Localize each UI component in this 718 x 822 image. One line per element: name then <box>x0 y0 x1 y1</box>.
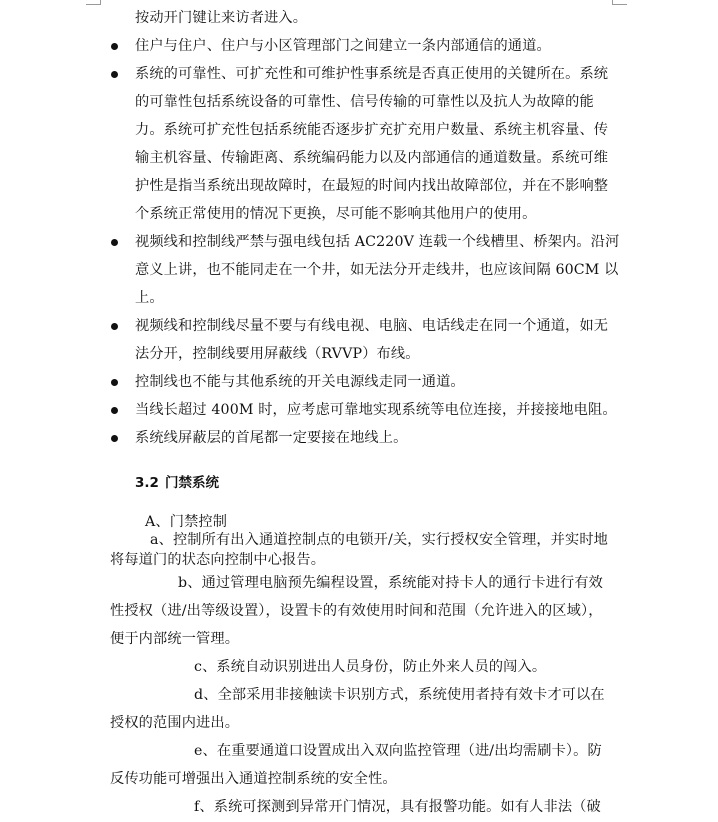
bullet-icon <box>111 323 118 330</box>
paragraph-line: a、控制所有出入通道控制点的电锁开/关，实行授权安全管理，并实时地 <box>150 532 609 548</box>
bullet-item-line: 控制线也不能与其他系统的开关电源线走同一通道。 <box>135 374 465 390</box>
paragraph-line: 授权的范围内进出。 <box>110 715 240 731</box>
bullet-item-line: 上。 <box>135 290 164 306</box>
bullet-icon <box>111 435 118 442</box>
bullet-item-line: 的可靠性包括系统设备的可靠性、信号传输的可靠性以及抗人为故障的能 <box>135 94 594 110</box>
bullet-item-line: 意义上讲，也不能同走在一个井，如无法分开走线井，也应该间隔 60CM 以 <box>135 262 619 278</box>
paragraph-line: 反传功能可增强出入通道控制系统的安全性。 <box>110 771 397 787</box>
bullet-item-line: 系统线屏蔽层的首尾都一定要接在地线上。 <box>135 430 408 446</box>
bullet-icon <box>111 239 118 246</box>
bullet-icon <box>111 379 118 386</box>
subsection-heading: A、门禁控制 <box>145 514 228 530</box>
paragraph-line: 便于内部统一管理。 <box>110 631 240 647</box>
bullet-icon <box>111 407 118 414</box>
section-title: 门禁系统 <box>165 475 219 491</box>
section-number: 3.2 <box>135 475 159 491</box>
bullet-item-line: 当线长超过 400M 时，应考虑可靠地实现系统等电位连接，并接接地电阻。 <box>135 402 617 418</box>
bullet-icon <box>111 71 118 78</box>
paragraph-line: c、系统自动识别进出人员身份，防止外来人员的闯入。 <box>194 659 547 675</box>
paragraph-line: b、通过管理电脑预先编程设置，系统能对持卡人的通行卡进行有效 <box>178 575 604 591</box>
bullet-item-line: 住户与住户、住户与小区管理部门之间建立一条内部通信的通道。 <box>135 38 551 54</box>
paragraph-line: 按动开门键让来访者进入。 <box>135 10 308 26</box>
bullet-item-line: 系统的可靠性、可扩充性和可维护性事系统是否真正使用的关键所在。系统 <box>135 66 609 82</box>
bullet-item-line: 输主机容量、传输距离、系统编码能力以及内部通信的通道数量。系统可维 <box>135 150 609 166</box>
bullet-item-line: 法分开，控制线要用屏蔽线（RVVP）布线。 <box>135 346 420 362</box>
bullet-item-line: 力。系统可扩充性包括系统能否逐步扩充扩充用户数量、系统主机容量、传 <box>135 122 609 138</box>
bullet-item-line: 护性是指当系统出现故障时，在最短的时间内找出故障部位，并在不影响整 <box>135 178 609 194</box>
bullet-item-line: 视频线和控制线尽量不要与有线电视、电脑、电话线走在同一个通道，如无 <box>135 318 609 334</box>
bullet-icon <box>111 43 118 50</box>
bullet-item-line: 视频线和控制线严禁与强电线包括 AC220V 连载一个线槽里、桥架内。沿河 <box>135 234 620 250</box>
section-heading <box>135 473 219 493</box>
paragraph-line: d、全部采用非接触读卡识别方式，系统使用者持有效卡才可以在 <box>194 687 605 703</box>
paragraph-line: 将每道门的状态向控制中心报告。 <box>110 552 326 568</box>
paragraph-line: 性授权（进/出等级设置），设置卡的有效使用时间和范围（允许进入的区域）， <box>110 603 603 619</box>
page-corner-mark-left <box>86 0 101 5</box>
bullet-item-line: 个系统正常使用的情况下更换，尽可能不影响其他用户的使用。 <box>135 206 537 222</box>
paragraph-line: f、系统可探测到异常开门情况，具有报警功能。如有人非法（破 <box>194 799 601 815</box>
page-corner-mark-right <box>612 0 627 5</box>
paragraph-line: e、在重要通道口设置成出入双向监控管理（进/出均需刷卡）。防 <box>194 743 602 759</box>
